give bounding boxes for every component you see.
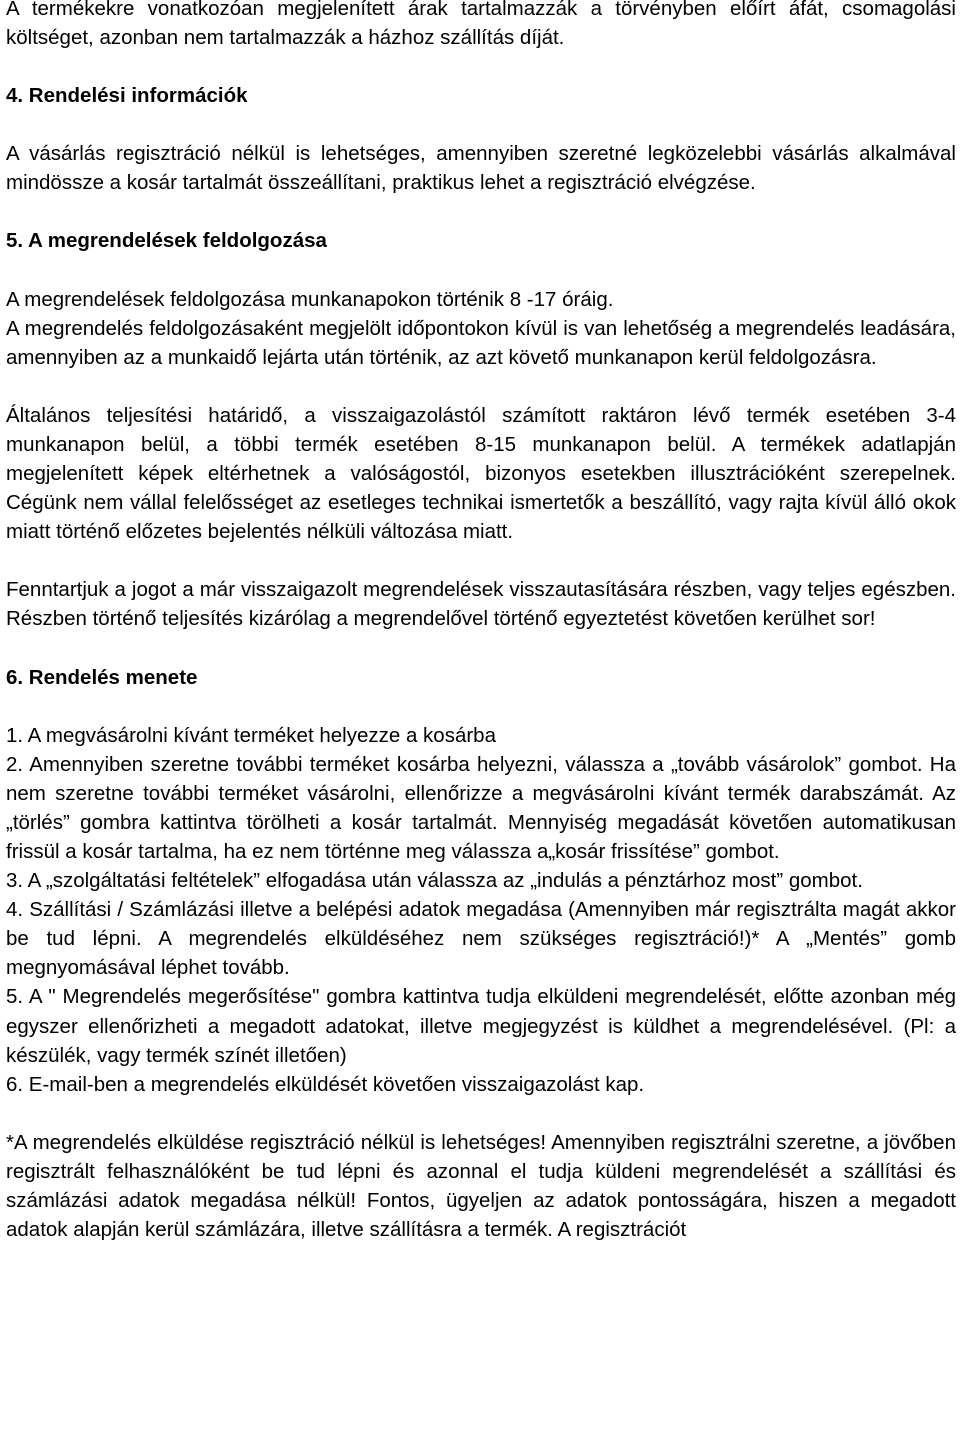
order-step: 4. Szállítási / Számlázási illetve a belépési adatok megadása (Amennyiben már regisztrálta magát akkor be tud lépni. A megrendelés elküldéséhez nem szükséges regisztráció!)* A „Mentés” gomb megnyomásával léphet tovább. [6,898,956,980]
order-step: 5. A " Megrendelés megerősítése" gombra kattintva tudja elküldeni megrendelését, előtte azonban még egyszer ellenőrizheti a megadott adatokat, illetve megjegyzést is küldhet a megrendelésével. (Pl: a készülék, vagy termék színét illetően) [6,985,956,1067]
order-steps-list [6,721,956,1099]
processing-outside-hours: A megrendelés feldolgozásaként megjelölt időpontokon kívül is van lehetőség a megrendelés leadására, amennyiben az a munkaidő lejárta után történik, az azt követő munkanapon kerül feldolgozásra. [6,316,956,369]
section-5-heading: 5. A megrendelések feldolgozása [6,229,327,253]
registration-footnote: *A megrendelés elküldése regisztráció nélkül is lehetséges! Amennyiben regisztrálni szeretne, a jövőben regisztrált felhasználóként be tud lépni és azonnal el tudja küldeni megrendelését a szállítási és számlázási adatok megadása nélkül! Fontos, ügyeljen az adatok pontosságára, hiszen a megadott adatok alapján kerül számlázára, illetve szállításra a termék. A regisztrációt [6,1130,956,1242]
section-6-heading: 6. Rendelés menete [6,665,198,689]
order-step: 3. A „szolgáltatási feltételek” elfogadása után válassza az „indulás a pénztárhoz most” gombot. [6,869,863,893]
document-page [6,0,956,1244]
intro-paragraph: A termékekre vonatkozóan megjelenített árak tartalmazzák a törvényben előírt áfát, csomagolási költséget, azonban nem tartalmazzák a házhoz szállítás díját. [6,0,956,50]
refusal-rights: Fenntartjuk a jogot a már visszaigazolt megrendelések visszautasítására részben, vagy teljes egészben. Részben történő teljesítés kizárólag a megrendelővel történő egyeztetést követően kerülhet sor! [6,578,956,631]
processing-hours: A megrendelések feldolgozása munkanapokon történik 8 -17 óráig. [6,287,614,311]
section-4-heading: 4. Rendelési információk [6,84,248,108]
order-step: 1. A megvásárolni kívánt terméket helyezze a kosárba [6,723,496,747]
delivery-terms: Általános teljesítési határidő, a visszaigazolástól számított raktáron lévő termék esetében 3-4 munkanapon belül, a többi termék esetében 8-15 munkanapon belül. A termékek adatlapján megjelenített képek eltérhetnek a valóságostól, bizonyos esetekben illusztrációként szerepelnek. Cégünk nem vállal felelősséget az esetleges technikai ismertetők a beszállító, vagy rajta kívül álló okok miatt történő előzetes bejelentés nélküli változása miatt. [6,403,956,544]
section-4-text: A vásárlás regisztráció nélkül is lehetséges, amennyiben szeretné legközelebbi vásárlás alkalmával mindössze a kosár tartalmát összeállítani, praktikus lehet a regisztráció elvégzése. [6,142,956,195]
order-step: 6. E-mail-ben a megrendelés elküldését követően visszaigazolást kap. [6,1072,645,1096]
order-step: 2. Amennyiben szeretne további terméket kosárba helyezni, válassza a „tovább vásárolok” gombot. Ha nem szeretne további terméket vásárolni, ellenőrizze a megvásárolni kívánt termék darabszámát. Az „törlés” gombra kattintva törölheti a kosár tartalmát. Mennyiség megadását követően automatikusan frissül a kosár tartalma, ha ez nem történne meg válassza a„kosár frissítése” gombot. [6,752,956,863]
